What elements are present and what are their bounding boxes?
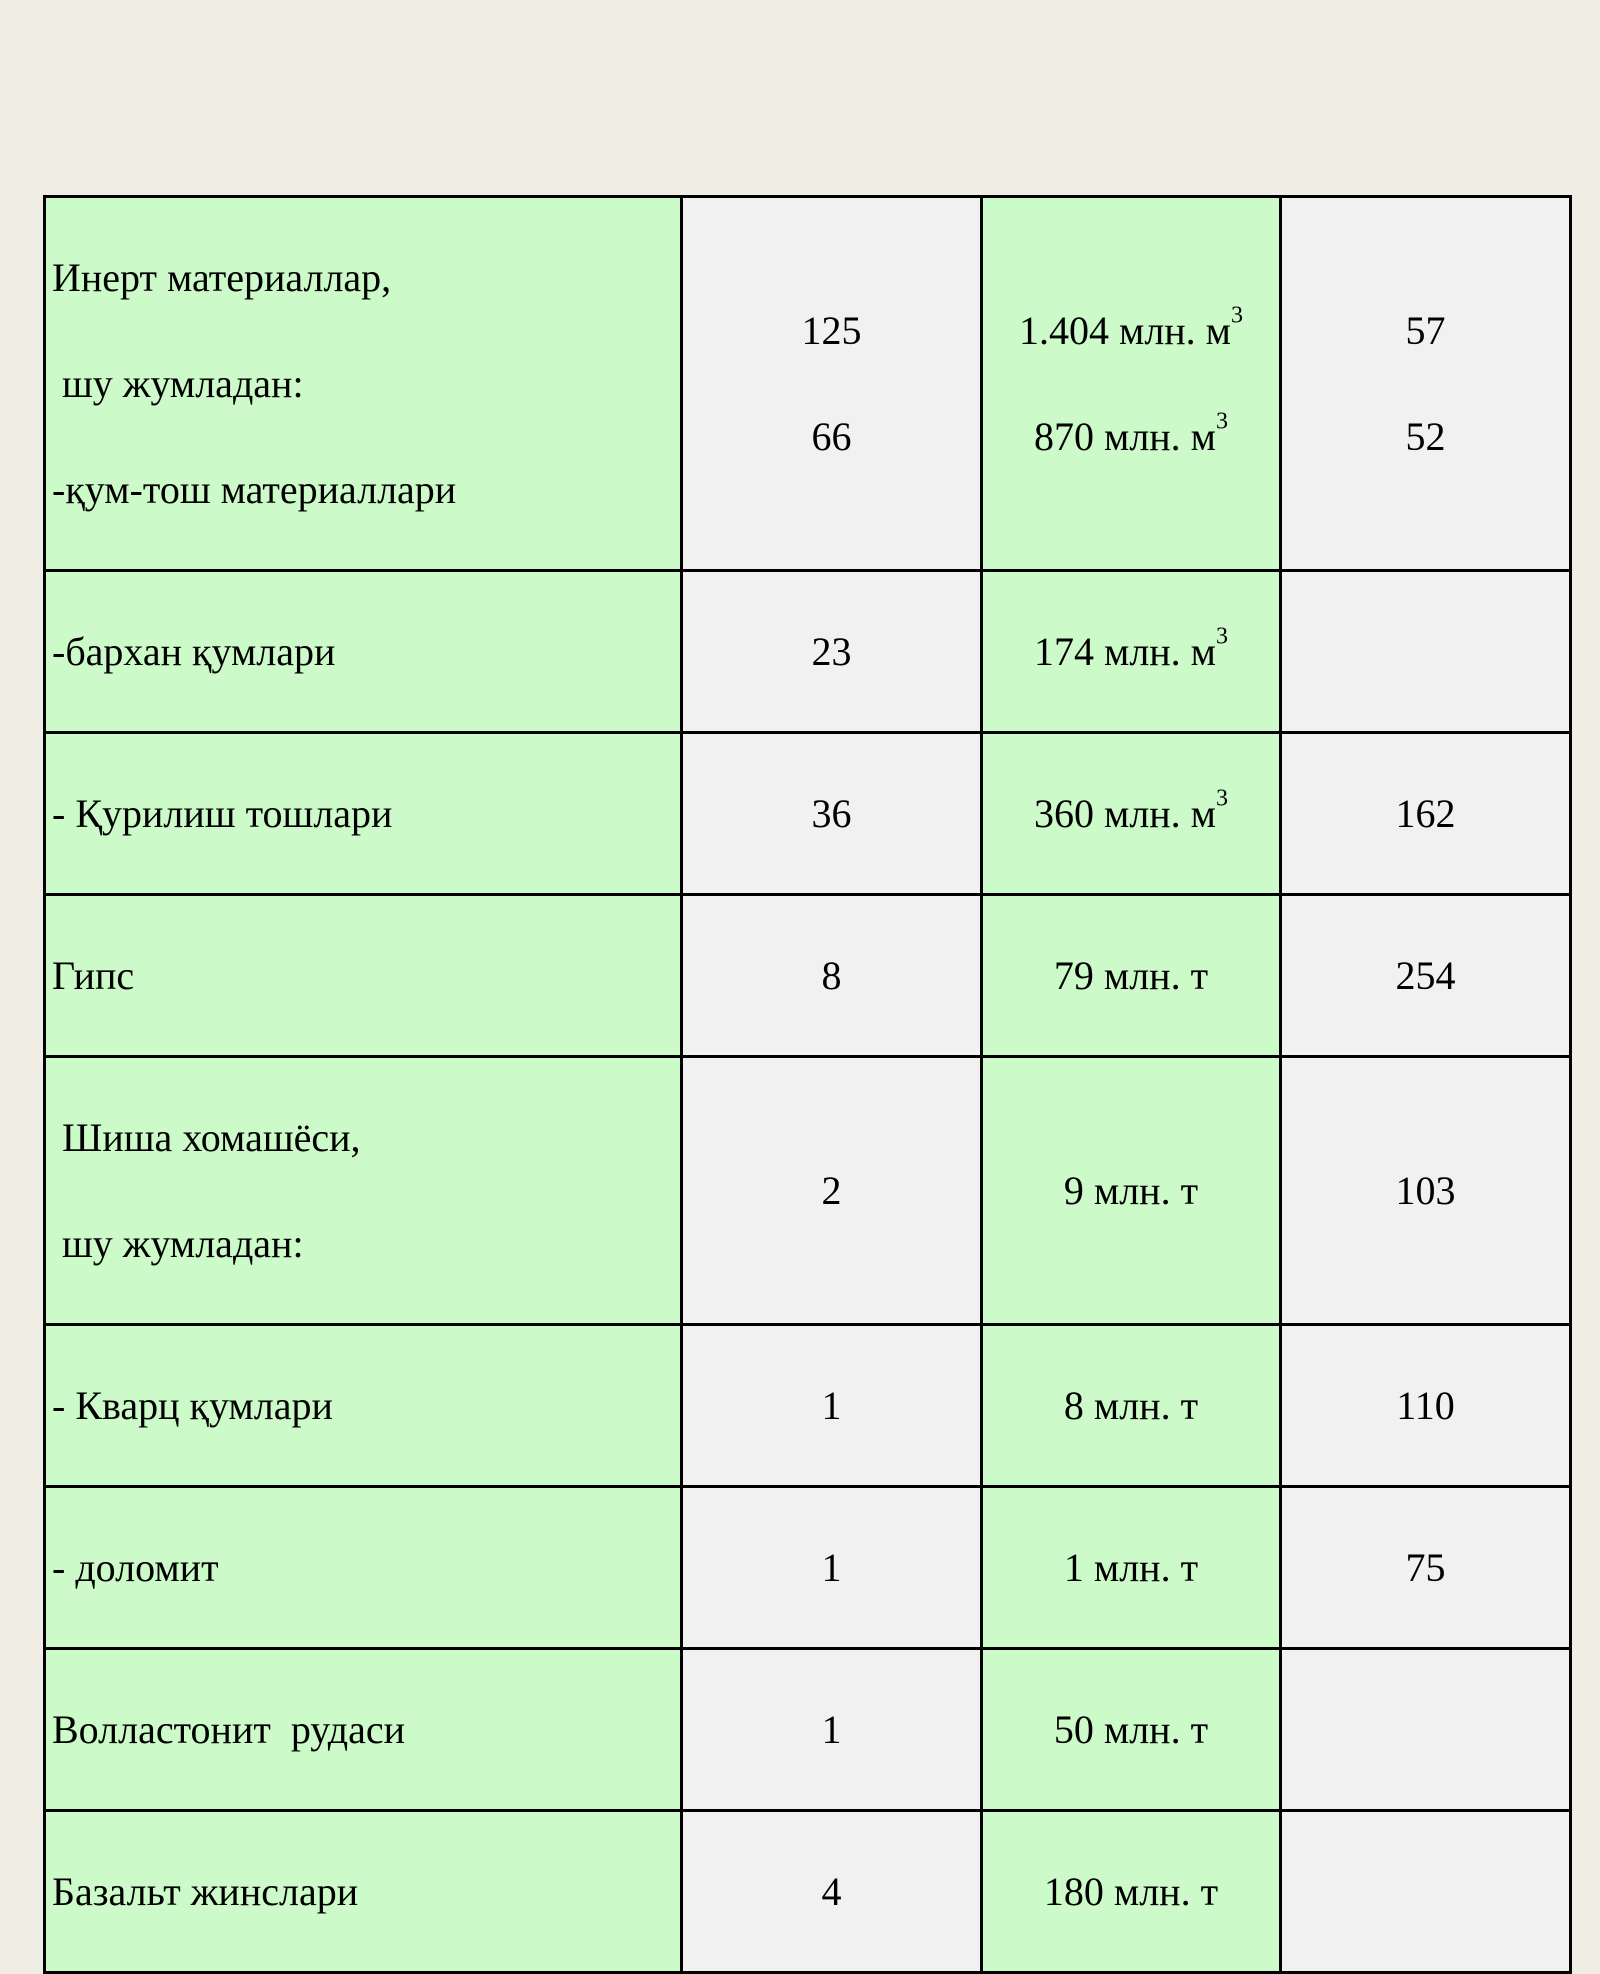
reserve-cell <box>982 1649 1281 1811</box>
reserve-line <box>989 1541 1273 1594</box>
deposit-count-cell <box>682 1325 982 1487</box>
extra-value-line: 57 <box>1405 308 1446 353</box>
material-name-cell <box>45 1487 682 1649</box>
reserve-value: 180 млн. т <box>1043 1869 1219 1914</box>
deposit-count-line: 36 <box>811 791 852 836</box>
material-name-line: Волластонит рудаси <box>52 1707 406 1752</box>
reserve-line <box>989 1164 1273 1217</box>
deposit-count-line: 1 <box>821 1383 842 1428</box>
table-row <box>45 1487 1571 1649</box>
reserve-unit-power: 3 <box>1216 408 1228 435</box>
table-row <box>45 895 1571 1057</box>
reserve-unit-power: 3 <box>1216 785 1228 812</box>
reserve-value: 50 млн. т <box>1053 1707 1209 1752</box>
reserve-line <box>989 787 1273 840</box>
reserve-cell <box>982 1487 1281 1649</box>
material-name-cell <box>45 1325 682 1487</box>
extra-value-cell <box>1281 197 1571 571</box>
reserve-line <box>989 1703 1273 1756</box>
reserve-value: 1 млн. т <box>1063 1545 1199 1590</box>
reserve-value: 174 млн. м <box>1034 629 1216 674</box>
reserve-value: 870 млн. м <box>1034 414 1216 459</box>
material-name-line: Гипс <box>52 953 135 998</box>
reserve-line <box>989 410 1273 463</box>
deposit-count-line: 1 <box>821 1545 842 1590</box>
reserve-cell <box>982 1811 1281 1973</box>
table-row <box>45 571 1571 733</box>
reserve-cell <box>982 197 1281 571</box>
reserve-value: 360 млн. м <box>1034 791 1216 836</box>
extra-value-line <box>1288 1865 1563 1918</box>
reserve-line <box>989 304 1273 357</box>
minerals-table <box>43 195 1572 1974</box>
deposit-count-line: 66 <box>811 414 852 459</box>
deposit-count-cell <box>682 895 982 1057</box>
reserve-cell <box>982 571 1281 733</box>
material-name-line: - Кварц қумлари <box>52 1383 333 1428</box>
material-name-line: Инерт материаллар, <box>52 255 392 300</box>
material-name-cell <box>45 733 682 895</box>
extra-value-line: 103 <box>1395 1168 1456 1213</box>
deposit-count-cell <box>682 1057 982 1325</box>
material-name-line: Базальт жинслари <box>52 1869 359 1914</box>
deposit-count-line: 4 <box>821 1869 842 1914</box>
extra-value-line: 162 <box>1395 791 1456 836</box>
reserve-value: 9 млн. т <box>1063 1168 1199 1213</box>
material-name-line: шу жумладан: <box>52 361 304 406</box>
reserve-cell <box>982 895 1281 1057</box>
material-name-line: -қум-тош материаллари <box>52 467 457 512</box>
extra-value-cell <box>1281 895 1571 1057</box>
material-name-line: шу жумладан: <box>52 1221 304 1266</box>
deposit-count-cell <box>682 571 982 733</box>
material-name-cell <box>45 197 682 571</box>
deposit-count-line: 8 <box>821 953 842 998</box>
extra-value-line: 52 <box>1405 414 1446 459</box>
deposit-count-line: 2 <box>821 1168 842 1213</box>
reserve-value: 79 млн. т <box>1053 953 1209 998</box>
extra-value-line <box>1288 1703 1563 1756</box>
reserve-value: 1.404 млн. м <box>1019 308 1231 353</box>
reserve-line <box>989 949 1273 1002</box>
extra-value-cell <box>1281 1057 1571 1325</box>
table-row <box>45 1649 1571 1811</box>
table-row <box>45 197 1571 571</box>
reserve-cell <box>982 1325 1281 1487</box>
reserve-cell <box>982 733 1281 895</box>
extra-value-cell <box>1281 1649 1571 1811</box>
deposit-count-cell <box>682 197 982 571</box>
table-row <box>45 1811 1571 1973</box>
table-row <box>45 733 1571 895</box>
extra-value-cell <box>1281 571 1571 733</box>
material-name-line: -бархан қумлари <box>52 629 336 674</box>
extra-value-line <box>1288 625 1563 678</box>
extra-value-cell <box>1281 1487 1571 1649</box>
table-row <box>45 1325 1571 1487</box>
reserve-line <box>989 1865 1273 1918</box>
deposit-count-cell <box>682 1811 982 1973</box>
extra-value-cell <box>1281 1325 1571 1487</box>
material-name-cell <box>45 1057 682 1325</box>
material-name-cell <box>45 895 682 1057</box>
reserve-unit-power: 3 <box>1216 623 1228 650</box>
material-name-cell <box>45 1811 682 1973</box>
deposit-count-line: 23 <box>811 629 852 674</box>
material-name-cell <box>45 1649 682 1811</box>
minerals-table-body <box>45 197 1571 1973</box>
reserve-value: 8 млн. т <box>1063 1383 1199 1428</box>
reserve-cell <box>982 1057 1281 1325</box>
reserve-unit-power: 3 <box>1231 302 1243 329</box>
extra-value-line: 75 <box>1405 1545 1446 1590</box>
material-name-line: - Қурилиш тошлари <box>52 791 393 836</box>
material-name-line: - доломит <box>52 1545 219 1590</box>
deposit-count-cell <box>682 1649 982 1811</box>
material-name-line: Шиша хомашёси, <box>52 1115 361 1160</box>
extra-value-cell <box>1281 733 1571 895</box>
extra-value-line: 110 <box>1396 1383 1455 1428</box>
deposit-count-cell <box>682 1487 982 1649</box>
reserve-line <box>989 1379 1273 1432</box>
table-row <box>45 1057 1571 1325</box>
material-name-cell <box>45 571 682 733</box>
deposit-count-cell <box>682 733 982 895</box>
deposit-count-line: 125 <box>801 308 862 353</box>
reserve-line <box>989 625 1273 678</box>
extra-value-cell <box>1281 1811 1571 1973</box>
deposit-count-line: 1 <box>821 1707 842 1752</box>
extra-value-line: 254 <box>1395 953 1456 998</box>
